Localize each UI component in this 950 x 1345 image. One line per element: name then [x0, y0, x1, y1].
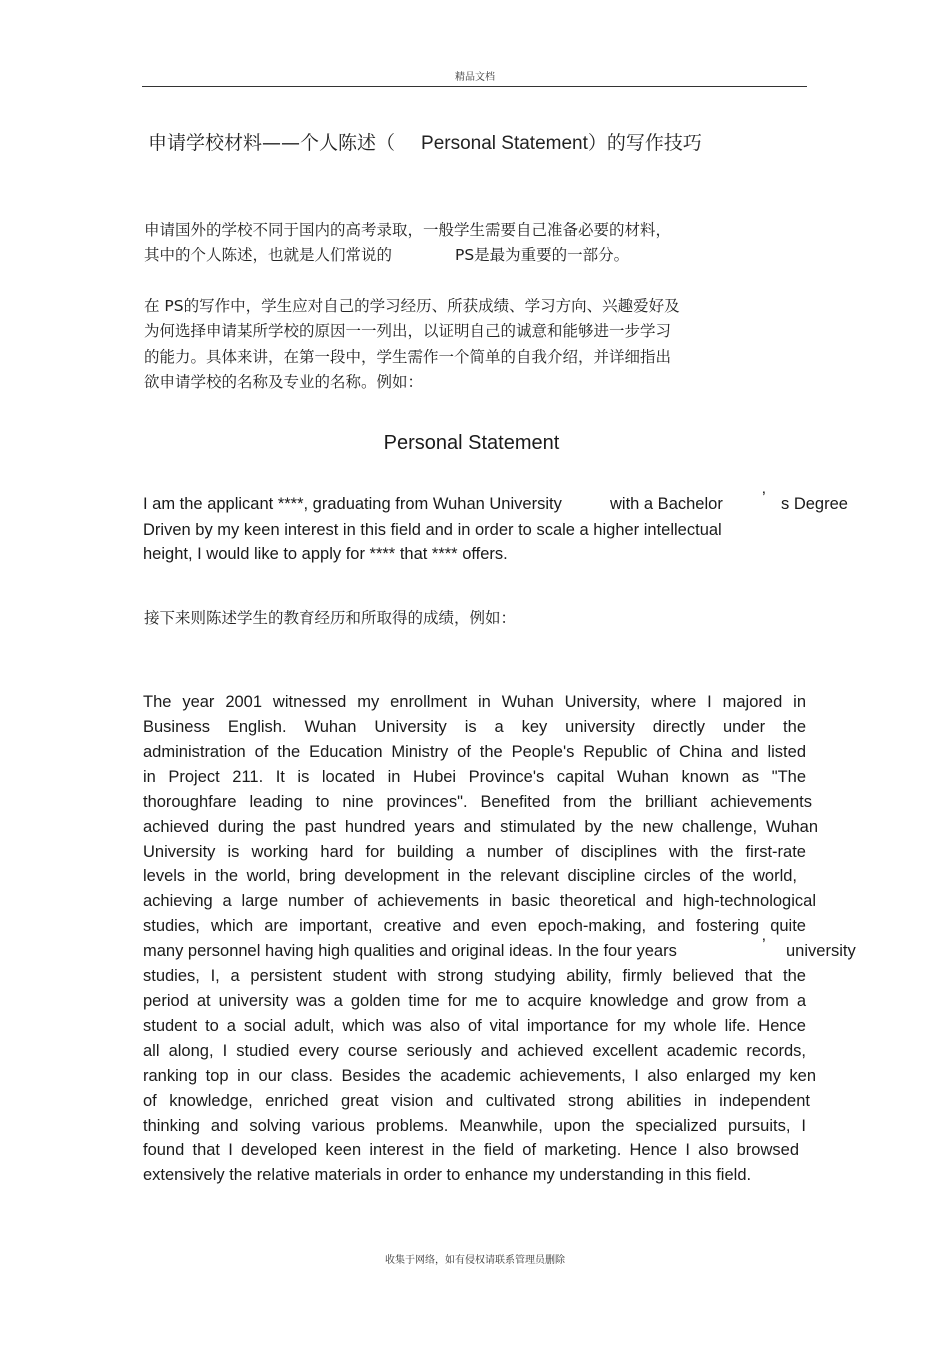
- guidance-line-3: 的能力。具体来讲，在第一段中，学生需作一个简单的自我介绍，并详细指出: [144, 348, 672, 366]
- example2-line-11: many personnel having high qualities and original ideas. In the four years: [143, 942, 677, 960]
- title-suffix: ）的写作技巧: [587, 132, 702, 154]
- example2-line-7: University is working hard for building a number of disciplines with the first-rate: [143, 843, 806, 861]
- example2-line-4: in Project 211. It is located in Hubei Province's capital Wuhan known as "The: [143, 768, 806, 786]
- document-title: [148, 128, 702, 155]
- example1-line-1b: with a Bachelor: [610, 495, 723, 513]
- example2-line-11-mark: ’: [762, 936, 766, 954]
- example1-line-1a: I am the applicant ****, graduating from Wuhan University: [143, 495, 562, 513]
- example1-line-1d: s Degree: [781, 495, 848, 513]
- example2-line-18: thinking and solving various problems. Meanwhile, upon the specialized pursuits, I: [143, 1117, 806, 1135]
- header-label: 精品文档: [455, 72, 495, 83]
- example2-line-12: studies, I, a persistent student with strong studying ability, firmly believed that the: [143, 967, 806, 985]
- example2-line-19: found that I developed keen interest in the field of marketing. Hence I also browsed: [143, 1141, 799, 1159]
- example2-line-5: thoroughfare leading to nine provinces". Benefited from the brilliant achievements: [143, 793, 812, 811]
- example1-line-2: Driven by my keen interest in this field and in order to scale a higher intellectual: [143, 521, 722, 539]
- example2-line-9: achieving a large number of achievements in basic theoretical and high-technological: [143, 892, 816, 910]
- title-prefix: 申请学校材料——个人陈述（: [148, 132, 396, 154]
- example2-line-8: levels in the world, bring development in the relevant discipline circles of the world,: [143, 867, 797, 885]
- footer-label: 收集于网络，如有侵权请联系管理员删除: [385, 1255, 565, 1266]
- example2-line-6: achieved during the past hundred years and stimulated by the new challenge, Wuhan: [143, 818, 818, 836]
- example2-line-10: studies, which are important, creative and even epoch-making, and fostering quite: [143, 917, 806, 935]
- example2-line-17: of knowledge, enriched great vision and cultivated strong abilities in independent: [143, 1092, 810, 1110]
- example2-line-2: Business English. Wuhan University is a key university directly under the: [143, 718, 806, 736]
- example2-line-11-tail: university: [786, 942, 856, 960]
- example1-line-1c: ’: [762, 489, 766, 507]
- example-subtitle: Personal Statement: [383, 432, 560, 454]
- example2-line-20: extensively the relative materials in order to enhance my understanding in this field.: [143, 1166, 752, 1184]
- guidance-line-4: 欲申请学校的名称及专业的名称。例如：: [144, 373, 424, 391]
- example2-line-1: The year 2001 witnessed my enrollment in Wuhan University, where I majored in: [143, 693, 806, 711]
- intro-line-2b: PS是最为重要的一部分。: [455, 246, 630, 264]
- title-english: Personal Statement: [421, 133, 588, 154]
- example2-line-16: ranking top in our class. Besides the academic achievements, I also enlarged my ken: [143, 1067, 816, 1085]
- example2-line-3: administration of the Education Ministry of the People's Republic of China and listed: [143, 743, 806, 761]
- guidance-line-2: 为何选择申请某所学校的原因一一列出，以证明自己的诚意和能够进一步学习: [144, 322, 672, 340]
- guidance-line-1: 在 PS的写作中，学生应对自己的学习经历、所获成绩、学习方向、兴趣爱好及: [144, 297, 680, 315]
- intro-line-2a: 其中的个人陈述，也就是人们常说的: [144, 246, 393, 264]
- example2-line-14: student to a social adult, which was also of vital importance for my whole life. Hence: [143, 1017, 806, 1035]
- header-divider: [142, 86, 807, 87]
- intro-line-1: 申请国外的学校不同于国内的高考录取，一般学生需要自己准备必要的材料，: [144, 221, 672, 239]
- example1-line-3: height, I would like to apply for **** that **** offers.: [143, 545, 508, 563]
- example2-line-15: all along, I studied every course seriously and achieved excellent academic records,: [143, 1042, 806, 1060]
- transition-text: 接下来则陈述学生的教育经历和所取得的成绩，例如：: [144, 609, 517, 627]
- example2-line-13: period at university was a golden time for me to acquire knowledge and grow from a: [143, 992, 806, 1010]
